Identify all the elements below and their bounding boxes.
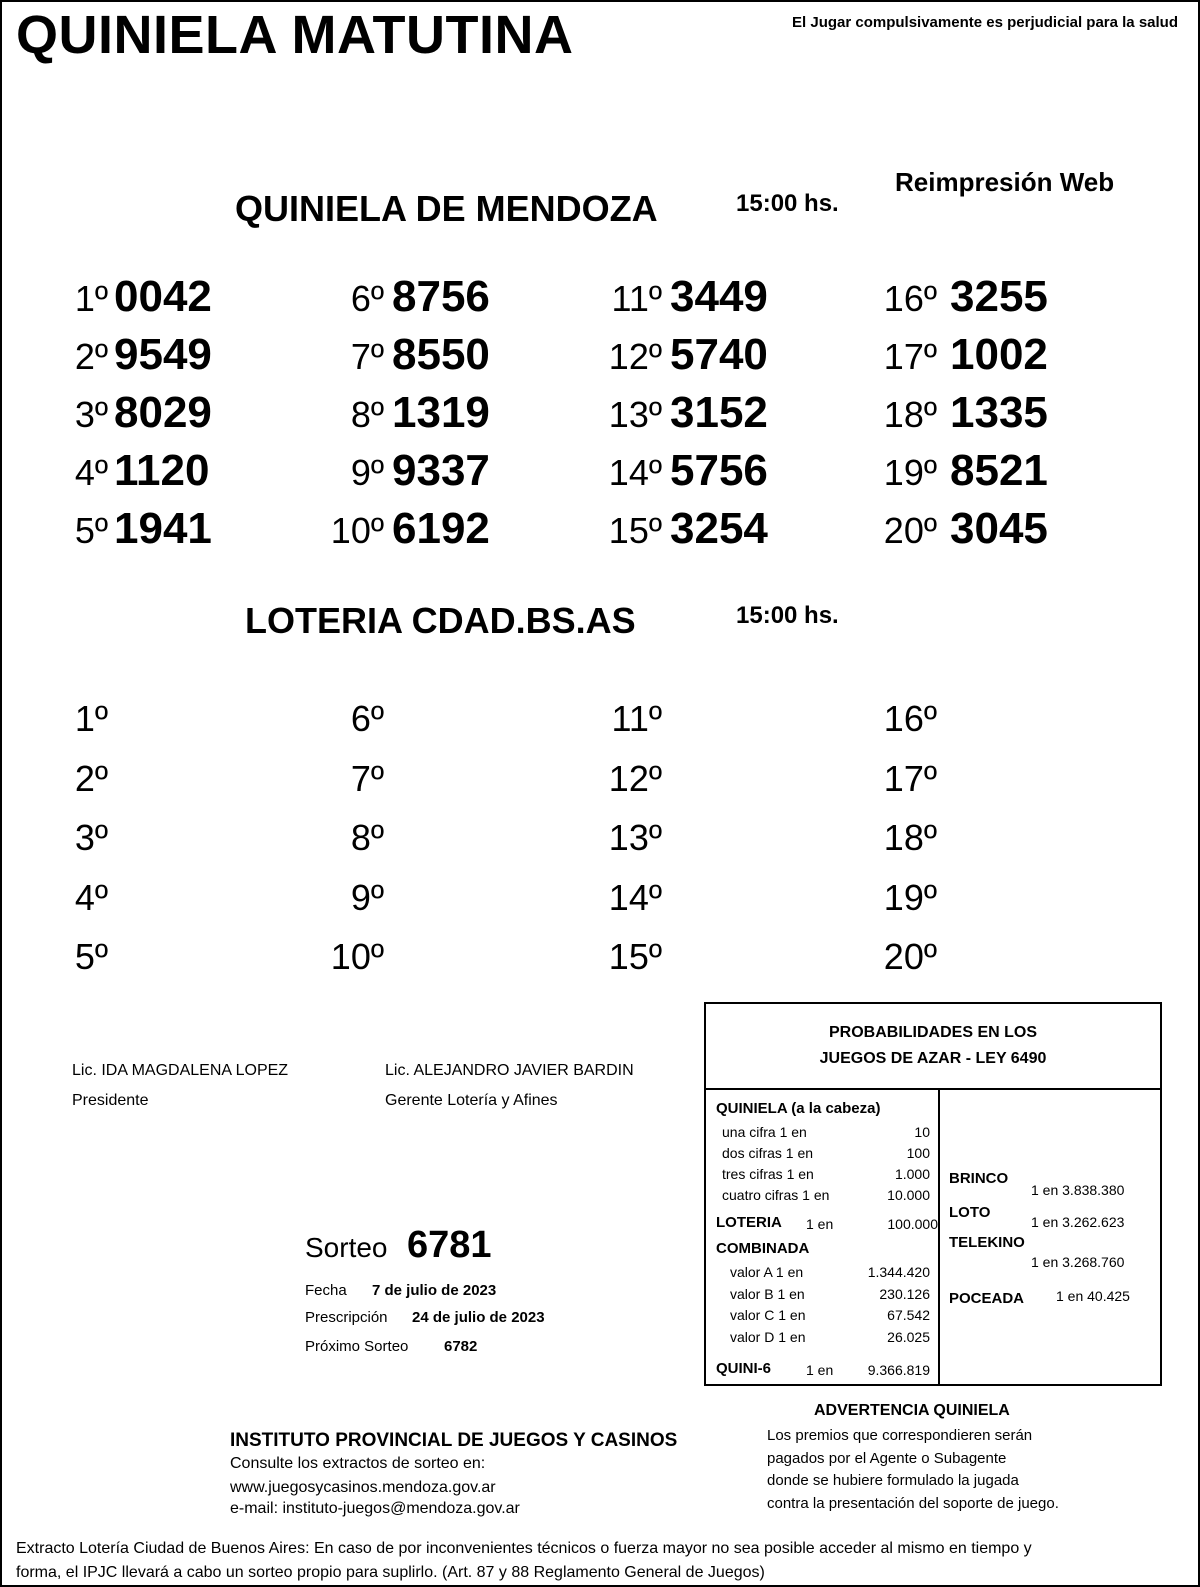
poceada-prob-label: POCEADA [949, 1290, 1025, 1307]
quiniela-prob-row-label: dos cifras 1 en [722, 1145, 814, 1161]
quiniela-prob-title: QUINIELA (a la cabeza) [716, 1100, 881, 1117]
telekino-prob-label: TELEKINO [949, 1234, 1025, 1251]
mendoza-result-position: 1º [74, 278, 108, 319]
advertencia-line: pagados por el Agente o Subagente [767, 1449, 1007, 1467]
mendoza-result-number: 1941 [114, 504, 212, 553]
mendoza-result-number: 5740 [670, 330, 768, 379]
loteria-result-position: 15º [608, 936, 662, 977]
loteria-result-position: 19º [883, 876, 937, 918]
mendoza-result-number: 9549 [114, 330, 212, 379]
loteria-prob-mid: 1 en [806, 1216, 834, 1232]
loteria-result-position: 6º [350, 698, 384, 739]
mendoza-result-position: 17º [883, 336, 937, 377]
loto-prob-label: LOTO [949, 1204, 991, 1221]
prescripcion-value: 24 de julio de 2023 [412, 1309, 545, 1326]
mendoza-result-position: 15º [608, 510, 662, 551]
footer-line-2: forma, el IPJC llevará a cabo un sorteo propio para suplirlo. (Art. 87 y 88 Reglamento General de Juegos) [16, 1564, 765, 1581]
mendoza-result-number: 3255 [950, 272, 1048, 321]
mendoza-result-position: 14º [608, 452, 662, 493]
fecha-value: 7 de julio de 2023 [372, 1282, 497, 1299]
mendoza-result-number: 3449 [670, 272, 768, 321]
loteria-prob-label: LOTERIA [716, 1214, 782, 1231]
signature-right-name: Lic. ALEJANDRO JAVIER BARDIN [385, 1062, 634, 1079]
mendoza-result-position: 5º [74, 510, 108, 551]
mendoza-result-position: 18º [883, 394, 937, 435]
combinada-prob-row-value: 230.126 [879, 1285, 930, 1302]
advertencia-line: donde se hubiere formulado la jugada [767, 1472, 1019, 1489]
mendoza-time: 15:00 hs. [736, 190, 839, 217]
loteria-result-position: 16º [883, 698, 937, 739]
mendoza-result-number: 3254 [670, 504, 768, 553]
mendoza-result-number: 8521 [950, 446, 1048, 495]
prescripcion-label: Prescripción [305, 1309, 388, 1326]
loteria-result-position: 17º [883, 757, 937, 799]
combinada-prob-row-label: valor C 1 en [730, 1307, 806, 1323]
probabilities-header-line1: PROBABILIDADES EN LOS [828, 1024, 1037, 1041]
mendoza-result-position: 9º [350, 452, 384, 493]
mendoza-result-number: 1120 [114, 446, 210, 495]
health-warning: El Jugar compulsivamente es perjudicial para la salud [792, 14, 1178, 31]
signature-left-role: Presidente [72, 1092, 149, 1109]
loteria-result-position: 11º [611, 698, 662, 739]
loteria-prob-value: 100.000 [887, 1216, 938, 1232]
fecha-label: Fecha [305, 1282, 347, 1299]
footer-line-1: Extracto Lotería Ciudad de Buenos Aires: En caso de por inconvenientes técnicos o fuerza mayor no sea posible acceder al mismo en tiempo y [16, 1540, 1032, 1557]
mendoza-title: QUINIELA DE MENDOZA [235, 188, 658, 229]
sorteo-label: Sorteo [305, 1232, 388, 1263]
quiniela-prob-row-label: cuatro cifras 1 en [722, 1187, 830, 1203]
instituto-email-link[interactable]: e-mail: instituto-juegos@mendoza.gov.ar [230, 1500, 520, 1517]
instituto-title: INSTITUTO PROVINCIAL DE JUEGOS Y CASINOS [230, 1430, 678, 1451]
combinada-prob-row-label: valor D 1 en [730, 1328, 806, 1345]
loteria-result-position: 2º [74, 757, 108, 799]
probabilities-header [706, 1004, 1160, 1090]
loteria-result-position: 14º [608, 876, 662, 918]
mendoza-result-number: 8756 [392, 272, 490, 321]
loteria-result-position: 20º [883, 936, 937, 977]
quini6-prob-mid: 1 en [806, 1362, 834, 1378]
telekino-prob-value: 1 en 3.268.760 [1031, 1254, 1125, 1270]
instituto-consult: Consulte los extractos de sorteo en: [230, 1455, 486, 1472]
loteria-result-position: 9º [350, 876, 384, 918]
loteria-result-position: 5º [74, 936, 108, 977]
mendoza-result-number: 6192 [392, 504, 490, 553]
mendoza-result-position: 4º [74, 452, 108, 493]
advertencia-line: contra la presentación del soporte de juego. [767, 1494, 1059, 1512]
loteria-result-position: 18º [883, 817, 937, 858]
mendoza-result-number: 1335 [950, 388, 1048, 437]
reprint-label: Reimpresión Web [895, 167, 1115, 197]
loteria-result-position: 1º [74, 698, 108, 739]
mendoza-result-position: 10º [330, 510, 384, 551]
mendoza-result-position: 16º [883, 278, 937, 319]
instituto-web-link[interactable]: www.juegosycasinos.mendoza.gov.ar [230, 1479, 496, 1496]
proximo-label: Próximo Sorteo [305, 1338, 409, 1355]
loteria-result-position: 7º [350, 757, 384, 799]
mendoza-result-number: 3045 [950, 504, 1048, 553]
brinco-prob-value: 1 en 3.838.380 [1031, 1182, 1125, 1198]
mendoza-result-position: 11º [611, 278, 662, 319]
quiniela-prob-row-label: tres cifras 1 en [722, 1166, 814, 1182]
mendoza-result-position: 12º [608, 336, 662, 377]
page-title: QUINIELA MATUTINA [16, 5, 574, 65]
loteria-title: LOTERIA CDAD.BS.AS [245, 600, 636, 641]
mendoza-result-position: 7º [350, 336, 384, 377]
quini6-prob-label: QUINI-6 [716, 1360, 772, 1377]
loteria-result-position: 4º [74, 876, 108, 918]
combinada-prob-row-label: valor B 1 en [730, 1285, 805, 1302]
mendoza-result-number: 3152 [670, 388, 768, 437]
combinada-prob-row-label: valor A 1 en [730, 1264, 804, 1280]
loteria-result-position: 12º [608, 757, 662, 799]
combinada-prob-row-value: 67.542 [887, 1307, 930, 1323]
quiniela-prob-row-value: 100 [906, 1145, 930, 1161]
quiniela-prob-row-value: 10.000 [887, 1187, 930, 1203]
mendoza-result-number: 8550 [392, 330, 490, 379]
probabilities-box [704, 1002, 1162, 1386]
loteria-result-position: 10º [330, 936, 384, 977]
mendoza-result-position: 3º [74, 394, 108, 435]
combinada-prob-row-value: 26.025 [887, 1328, 930, 1345]
mendoza-result-number: 1319 [392, 388, 490, 437]
probabilities-header-line2: JUEGOS DE AZAR - LEY 6490 [819, 1050, 1047, 1067]
probabilities-left-panel [706, 1090, 940, 1384]
mendoza-result-position: 6º [350, 278, 384, 319]
quiniela-prob-row-value: 1.000 [894, 1166, 930, 1182]
mendoza-result-position: 2º [74, 336, 108, 377]
loteria-time: 15:00 hs. [736, 602, 839, 629]
quiniela-prob-row-label: una cifra 1 en [722, 1124, 807, 1140]
mendoza-result-position: 8º [350, 394, 384, 435]
mendoza-result-position: 13º [608, 394, 662, 435]
loteria-result-position: 8º [350, 817, 384, 858]
combinada-prob-title: COMBINADA [716, 1240, 810, 1257]
mendoza-result-number: 1002 [950, 330, 1048, 379]
quiniela-prob-row-value: 10 [914, 1124, 930, 1140]
loteria-result-position: 13º [608, 817, 662, 858]
combinada-prob-row-value: 1.344.420 [867, 1264, 930, 1280]
mendoza-result-number: 0042 [114, 272, 212, 321]
mendoza-result-number: 5756 [670, 446, 768, 495]
mendoza-result-number: 9337 [392, 446, 490, 495]
loto-prob-value: 1 en 3.262.623 [1031, 1214, 1125, 1230]
brinco-prob-label: BRINCO [949, 1170, 1009, 1187]
advertencia-line: Los premios que correspondieren serán [767, 1427, 1033, 1444]
mendoza-result-position: 20º [883, 510, 937, 551]
loteria-result-position: 3º [74, 817, 108, 858]
mendoza-result-number: 8029 [114, 388, 212, 437]
advertencia-title: ADVERTENCIA QUINIELA [814, 1402, 1010, 1419]
proximo-value: 6782 [444, 1338, 478, 1355]
mendoza-result-position: 19º [883, 452, 937, 493]
signature-right-role: Gerente Lotería y Afines [385, 1092, 558, 1109]
quini6-prob-value: 9.366.819 [867, 1362, 930, 1378]
sorteo-number: 6781 [407, 1224, 492, 1266]
poceada-prob-value: 1 en 40.425 [1056, 1288, 1130, 1304]
signature-left-name: Lic. IDA MAGDALENA LOPEZ [72, 1062, 289, 1079]
